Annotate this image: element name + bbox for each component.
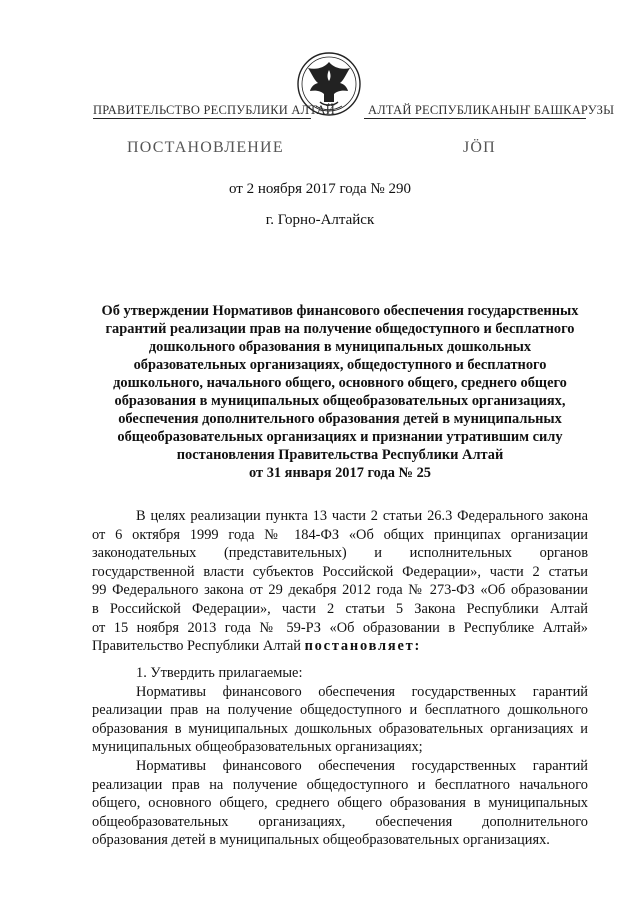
title-line: дошкольного образования в муниципальных дошкольных [148,339,532,355]
preamble-government: Правительство Республики Алтай [92,638,301,655]
item-1 [92,664,588,850]
authority-name-russian: ПРАВИТЕЛЬСТВО РЕСПУБЛИКИ АЛТАЙ [93,103,335,117]
norm-2-line: реализации прав на получение общедоступного и бесплатного начального [92,776,588,793]
document-type-altai: JÖП [463,139,496,156]
norm-2-last-line: образования детей в муниципальных общеобразовательных организациях. [92,832,550,849]
title-line: обеспечения дополнительного образования детей в муниципальных [118,411,562,427]
preamble-last-line [92,637,588,656]
title-line: постановления Правительства Республики Алтай [176,447,504,463]
norm-1-last-line: муниципальных общеобразовательных организациях; [92,739,423,756]
norm-2-line: общеобразовательных организациях, обеспечения дополнительного [92,813,588,830]
norm-1-line: реализации прав на получение общедоступного и бесплатного дошкольного [92,702,588,719]
title-line: от 31 января 2017 года № 25 [249,465,431,481]
norm-2-line: общего, основного общего, среднего общего образования в муниципальных [92,795,588,812]
document-date-number: от 2 ноября 2017 года № 290 [229,181,411,197]
norm-1-line: образования в муниципальных дошкольных образовательных организациях и [92,720,588,737]
item-1-heading: 1. Утвердить прилагаемые: [136,665,303,681]
preamble-line: от 6 октября 1999 года № 184-ФЗ «Об общих принципах организации [92,526,588,543]
title-line: образовательных организациях, общедоступного и бесплатного [133,357,547,373]
title-line: образования в муниципальных общеобразовательных организациях, [114,393,566,409]
document-title [92,302,588,482]
title-line: гарантий реализации прав на получение общедоступного и бесплатного [105,321,575,337]
preamble-line: 99 Федерального закона от 29 декабря 2012 года № 273-ФЗ «Об образовании [92,582,588,599]
norm-2-line: Нормативы финансового обеспечения государственных гарантий [136,757,588,774]
header-divider-left [93,118,311,119]
preamble-line: от 15 ноября 2013 года № 59-РЗ «Об образовании в Республике Алтай» [92,619,588,636]
resolves-word: постановляет: [304,638,422,655]
title-line: дошкольного, начального общего, основного общего, среднего общего [113,375,567,391]
header-divider-right [364,118,586,119]
preamble-paragraph [92,507,588,656]
preamble-line: законодательных (представительных) и исполнительных органов [92,545,588,562]
preamble-line: В целях реализации пункта 13 части 2 статьи 26.3 Федерального закона [136,508,588,524]
document-city: г. Горно-Алтайск [265,212,375,228]
title-line: Об утверждении Нормативов финансового обеспечения государственных [101,303,579,319]
preamble-line: в Российской Федерации», части 2 статьи 5 Закона Республики Алтай [92,600,588,617]
preamble-line: государственной власти субъектов Российской Федерации», части 2 статьи [92,563,588,580]
norm-1-line: Нормативы финансового обеспечения государственных гарантий [136,683,588,700]
title-line: общеобразовательных организациях и признании утратившим силу [117,429,563,445]
authority-name-altai: АЛТАЙ РЕСПУБЛИКАНЫҤ БАШКАРУЗЫ [368,103,615,117]
document-type-russian: ПОСТАНОВЛЕНИЕ [127,139,284,156]
